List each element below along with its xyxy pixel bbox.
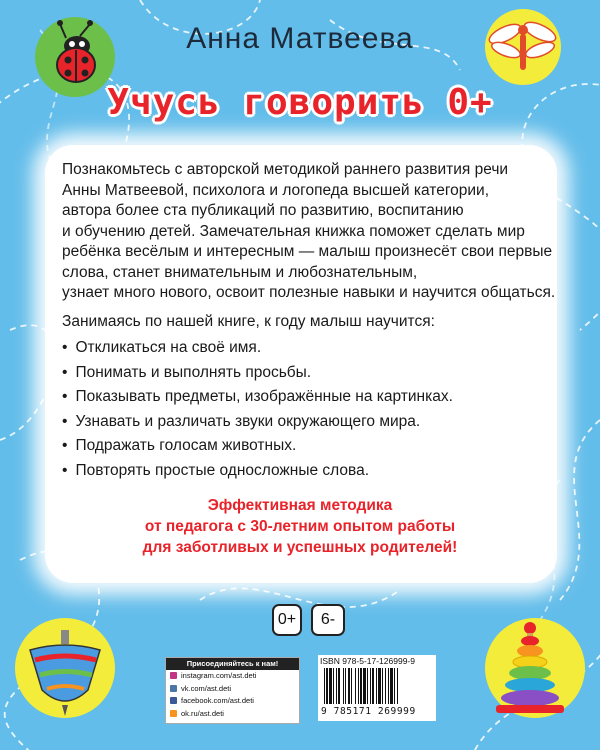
- isbn-text: ISBN 978-5-17-126999-9: [320, 656, 415, 666]
- barcode-bar: [385, 668, 386, 704]
- list-item: • Подражать голосам животных.: [62, 437, 453, 462]
- barcode-bar: [388, 668, 389, 704]
- barcode-bar: [363, 668, 366, 704]
- barcode-bar: [329, 668, 332, 704]
- barcode-bar: [351, 668, 352, 704]
- promo-text: [0, 495, 600, 558]
- list-item: • Понимать и выполнять просьбы.: [62, 364, 453, 389]
- barcode-bar: [382, 668, 383, 704]
- description-line: и обучению детей. Замечательная книжка поможет сделать мир: [62, 222, 525, 240]
- barcode-number: 9 785171 269999: [321, 706, 416, 717]
- list-item: • Показывать предметы, изображённые на картинках.: [62, 388, 453, 413]
- barcode-bar: [376, 668, 377, 704]
- promo-line: от педагога с 30-летним опытом работы: [144, 518, 456, 535]
- facebook-icon: [170, 697, 177, 704]
- social-link-vk[interactable]: vk.com/ast.deti: [166, 683, 299, 696]
- age-restriction-badge: 6-: [311, 604, 345, 636]
- social-link-facebook[interactable]: facebook.com/ast.deti: [166, 695, 299, 708]
- barcode-bar: [333, 668, 334, 704]
- barcode-bar: [360, 668, 362, 704]
- barcode-bar: [343, 668, 344, 704]
- barcode-bar: [378, 668, 381, 704]
- promo-line: для заботливых и успешных родителей!: [142, 539, 458, 556]
- list-item: • Откликаться на своё имя.: [62, 339, 453, 364]
- list-item: • Узнавать и различать звуки окружающего мира.: [62, 413, 453, 438]
- social-links-box: [165, 657, 300, 724]
- skills-list: [62, 339, 453, 487]
- isbn-barcode-block: [318, 655, 436, 721]
- author-name: Анна Матвеева: [186, 22, 414, 55]
- barcode-bar: [358, 668, 359, 704]
- barcode-bar: [355, 668, 356, 704]
- barcode-bar: [326, 668, 328, 704]
- description-line: узнает много нового, освоит полезные навыки и научится общаться.: [62, 284, 556, 301]
- barcode-bar: [336, 668, 337, 704]
- list-item: • Повторять простые односложные слова.: [62, 462, 453, 487]
- social-header: Присоединяйтесь к нам!: [166, 658, 299, 670]
- description-line: ребёнка весёлым и интересным — малыш произнесёт свои первые: [62, 243, 553, 260]
- barcode-bar: [394, 668, 395, 704]
- description-line: автора более ста публикаций по развитию, воспитанию: [62, 202, 464, 219]
- social-link-ok[interactable]: ok.ru/ast.deti: [166, 708, 299, 721]
- barcode-bar: [338, 668, 340, 704]
- instagram-icon: [170, 672, 177, 679]
- barcode-bar: [390, 668, 393, 704]
- vk-icon: [170, 685, 177, 692]
- description-line: Анны Матвеевой, психолога и логопеда высшей категории,: [62, 181, 490, 199]
- skills-lead: Занимаясь по нашей книге, к году малыш научится:: [62, 313, 435, 330]
- social-link-instagram[interactable]: instagram.com/ast.deti: [166, 670, 299, 683]
- description-line: слова, станет внимательным и любознательным,: [62, 263, 418, 281]
- barcode-bar: [348, 668, 350, 704]
- barcode-bar: [372, 668, 374, 704]
- book-title: Учусь говорить 0+: [107, 82, 493, 123]
- description-line: Познакомьтесь с авторской методикой раннего развития речи: [62, 161, 509, 178]
- description-text: [62, 160, 562, 304]
- ok-icon: [170, 710, 177, 717]
- barcode-bar: [370, 668, 371, 704]
- barcode-bar: [367, 668, 368, 704]
- barcode-bar: [397, 668, 398, 704]
- age-rating-badge: 0+: [272, 604, 302, 636]
- barcode-bar: [345, 668, 346, 704]
- barcode: [318, 668, 436, 706]
- barcode-bar: [324, 668, 325, 704]
- promo-line: Эффективная методика: [207, 497, 393, 514]
